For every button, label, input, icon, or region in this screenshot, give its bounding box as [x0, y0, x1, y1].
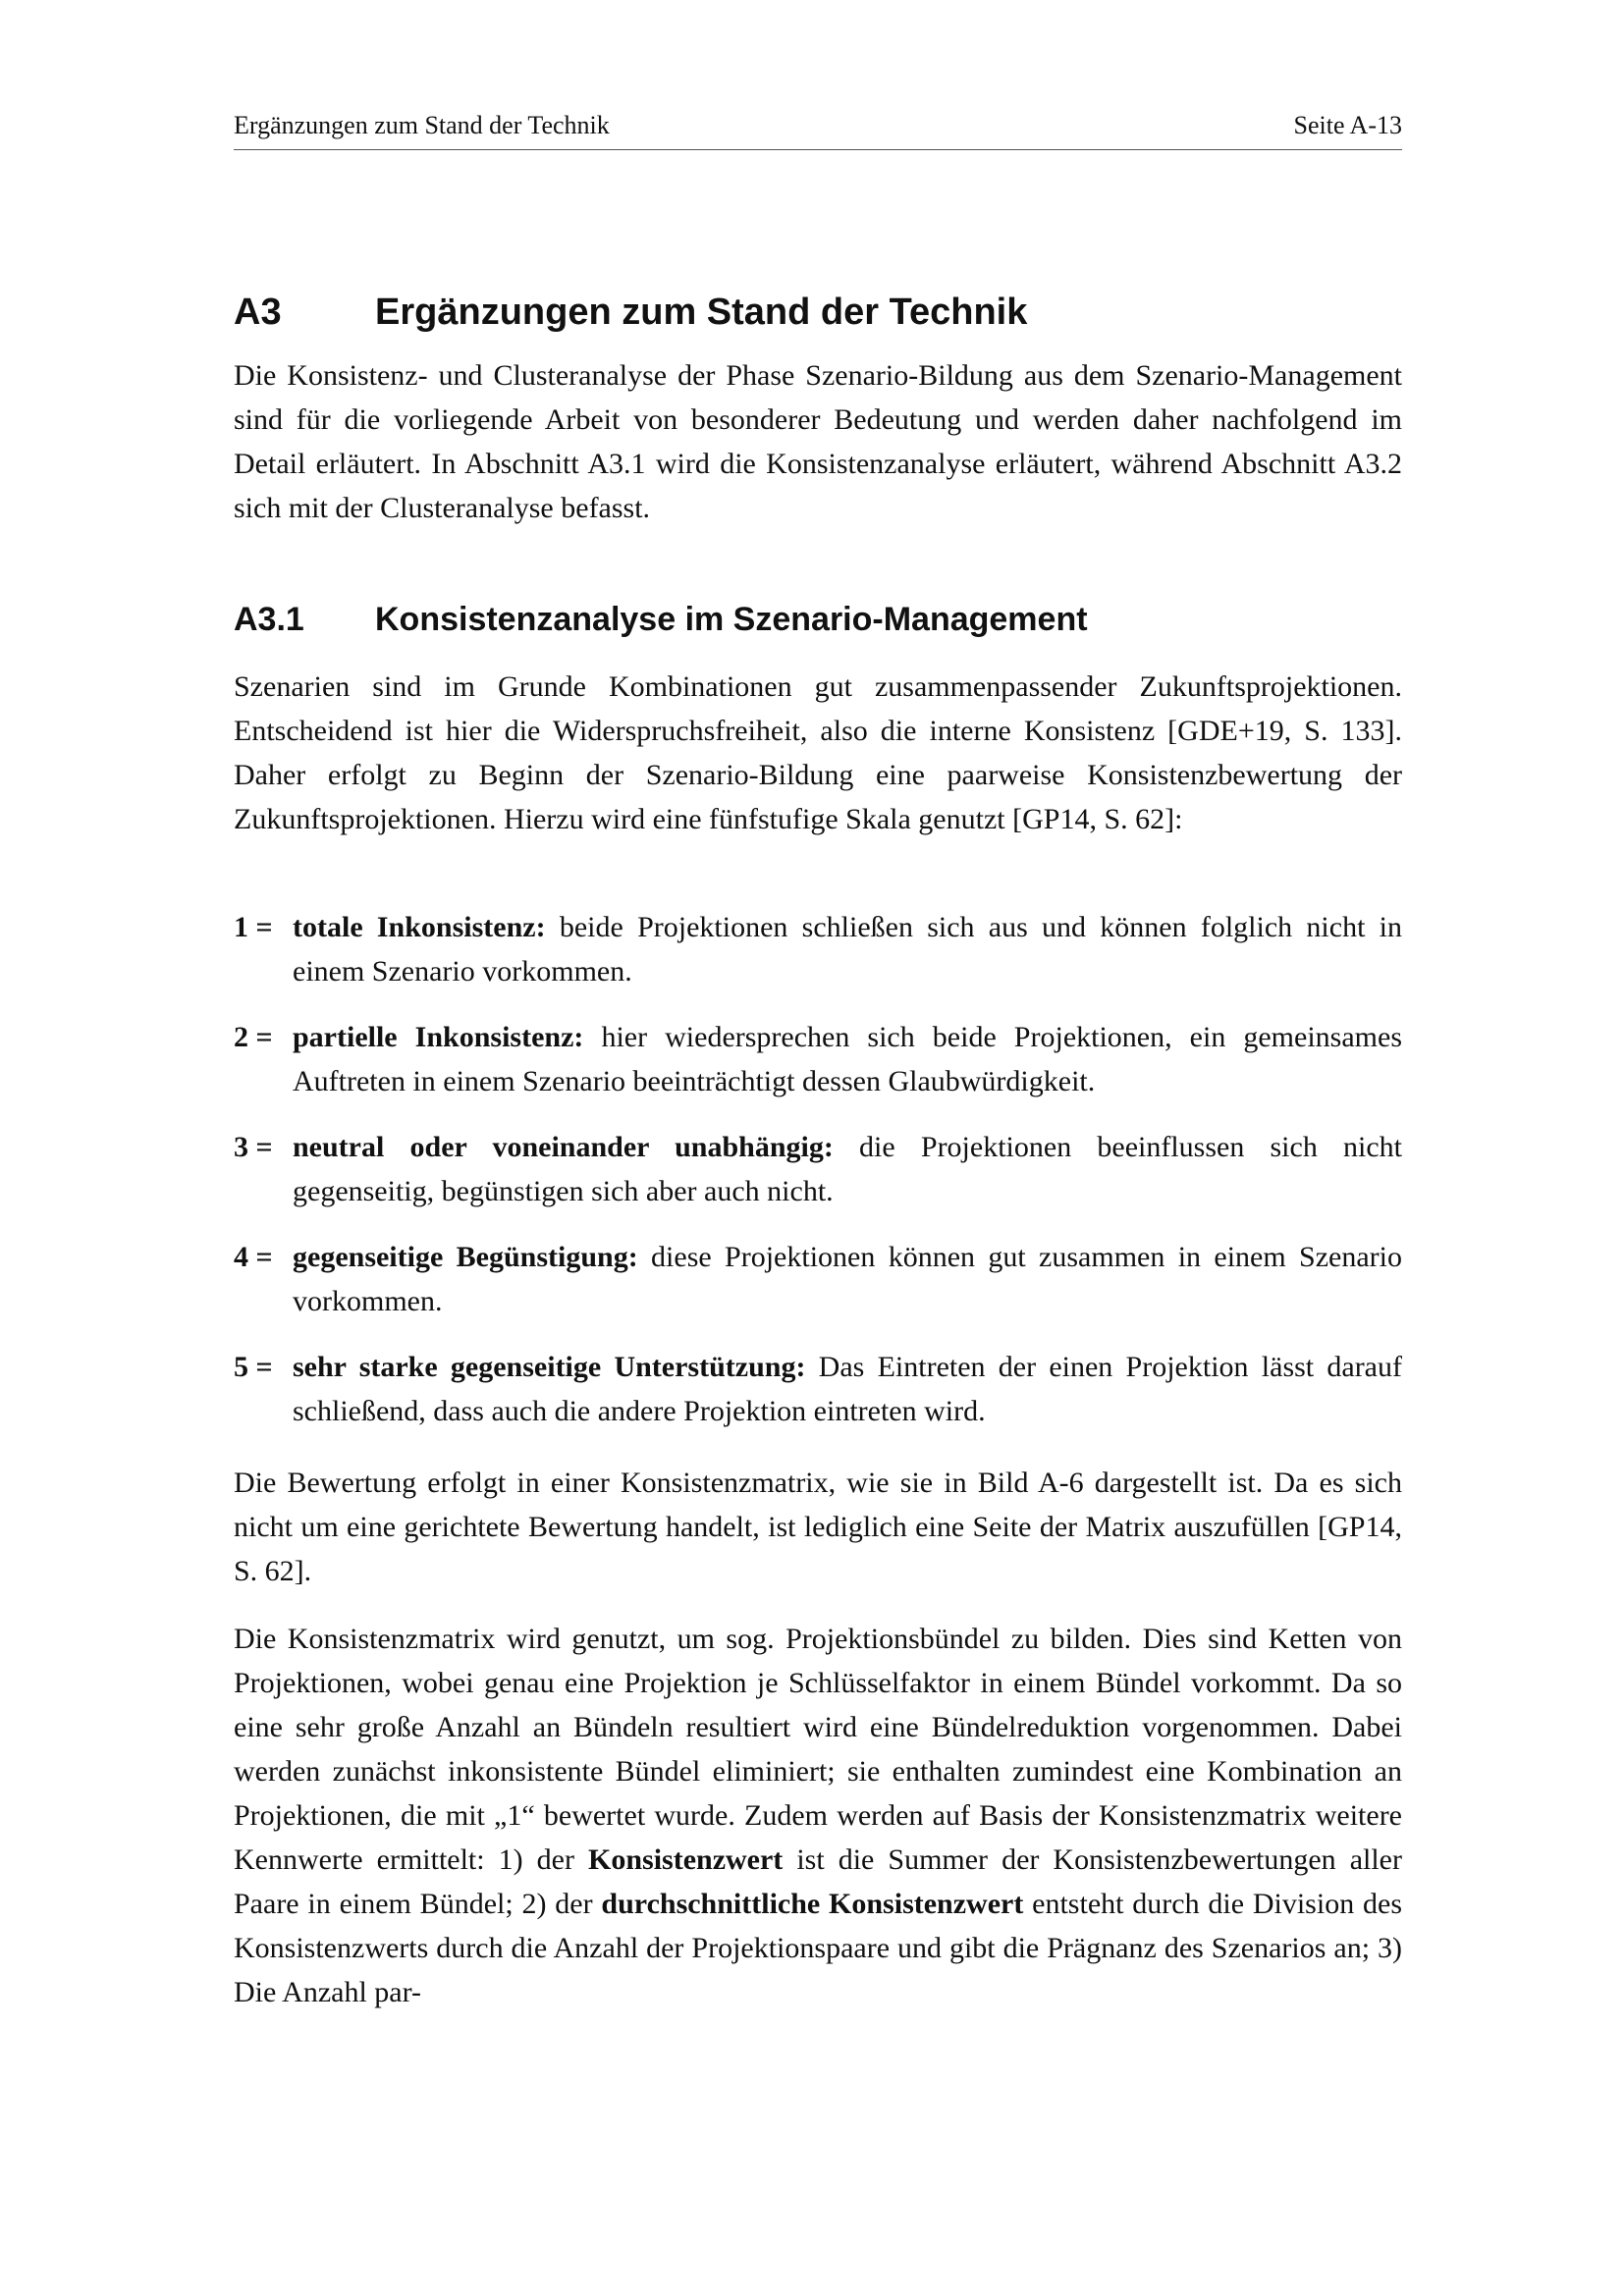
scale-term: sehr starke gegenseitige Unterstützung: [293, 1351, 806, 1383]
bundles-text-2: ist die Summer der Konsistenzbewertungen aller Paare in einem Bündel; 2) der [234, 1843, 1402, 1920]
scale-item [234, 1125, 1402, 1213]
scale-description: Das Eintreten der einen Projektion lässt darauf schließend, dass auch die andere Projektion eintreten wird. [293, 1351, 1402, 1427]
scale-item [234, 905, 1402, 993]
scale-marker: 4 = [234, 1241, 273, 1273]
scale-term: partielle Inkonsistenz: [293, 1021, 584, 1053]
section-title: Konsistenzanalyse im Szenario-Management [375, 601, 1088, 638]
bundles-paragraph [234, 1617, 1402, 2014]
chapter-intro-paragraph: Die Konsistenz- und Clusteranalyse der Phase Szenario-Bildung aus dem Szenario-Management sind für die vorliegende Arbeit von besonderer Bedeutung und werden daher nachfolgend im Detail erläutert. In Abschnitt A3.1 wird die Konsistenzanalyse erläutert, während Abschnitt A3.2 sich mit der Clusteranalyse befasst. [234, 359, 1402, 524]
running-header [234, 110, 1402, 150]
scale-marker: 2 = [234, 1021, 273, 1053]
scale-item [234, 1345, 1402, 1433]
consistency-scale-list [234, 905, 1402, 1455]
scale-term: gegenseitige Begünstigung: [293, 1241, 638, 1273]
section-intro-paragraph: Szenarien sind im Grunde Kombinationen gut zusammenpassender Zukunftsprojektionen. Entscheidend ist hier die Widerspruchsfreiheit, also die interne Konsistenz [GDE+19, S. 133]. Daher erfolgt zu Beginn der Szenario-Bildung eine paarweise Konsistenzbewertung der Zukunftsprojektionen. Hierzu wird eine fünfstufige Skala genutzt [GP14, S. 62]: [234, 670, 1402, 835]
scale-term: neutral oder voneinander unabhängig: [293, 1131, 834, 1163]
bundles-text-1: Die Konsistenzmatrix wird genutzt, um sog. Projektionsbündel zu bilden. Dies sind Ketten von Projektionen, wobei genau eine Projektion je Schlüsselfaktor in einem Bündel vorkommt. Da so eine sehr große Anzahl an Bündeln resultiert wird eine Bündelreduktion vorgenommen. Dabei werden zunächst inkonsistente Bündel eliminiert; sie enthalten zumindest eine Kombination an Projektionen, die mit „1“ bewertet wurde. Zudem werden auf Basis der Konsistenzmatrix weitere Kennwerte ermittelt: 1) der [234, 1623, 1402, 1876]
scale-description: diese Projektionen können gut zusammen in einem Szenario vorkommen. [293, 1241, 1402, 1317]
scale-description: die Projektionen beeinflussen sich nicht gegenseitig, begünstigen sich aber auch nicht. [293, 1131, 1403, 1207]
chapter-number: A3 [234, 292, 282, 333]
scale-description: beide Projektionen schließen sich aus und können folglich nicht in einem Szenario vorkommen. [293, 911, 1402, 988]
section-number: A3.1 [234, 601, 304, 638]
term-durchschnittlicher-konsistenzwert: durchschnittliche Konsistenzwert [601, 1888, 1024, 1920]
scale-term: totale Inkonsistenz: [293, 911, 546, 943]
section-heading [234, 598, 1088, 641]
bundles-text-3: entsteht durch die Division des Konsistenzwerts durch die Anzahl der Projektionspaare und gibt die Prägnanz des Szenarios an; 3) Die Anzahl par- [234, 1888, 1402, 2008]
chapter-heading [234, 289, 1027, 336]
page-number: Seite A-13 [1293, 111, 1402, 139]
scale-description: hier wiedersprechen sich beide Projektionen, ein gemeinsames Auftreten in einem Szenario beeinträchtigt dessen Glaubwürdigkeit. [293, 1021, 1402, 1097]
scale-marker: 1 = [234, 911, 273, 943]
term-konsistenzwert: Konsistenzwert [588, 1843, 784, 1876]
scale-marker: 5 = [234, 1351, 273, 1383]
scale-item [234, 1015, 1402, 1103]
header-title: Ergänzungen zum Stand der Technik [234, 111, 610, 139]
scale-marker: 3 = [234, 1131, 273, 1163]
scale-item [234, 1235, 1402, 1323]
chapter-title: Ergänzungen zum Stand der Technik [375, 292, 1028, 333]
matrix-paragraph: Die Bewertung erfolgt in einer Konsistenzmatrix, wie sie in Bild A-6 dargestellt ist. Da es sich nicht um eine gerichtete Bewertung handelt, ist lediglich eine Seite der Matrix auszufüllen [GP14, S. 62]. [234, 1467, 1402, 1587]
